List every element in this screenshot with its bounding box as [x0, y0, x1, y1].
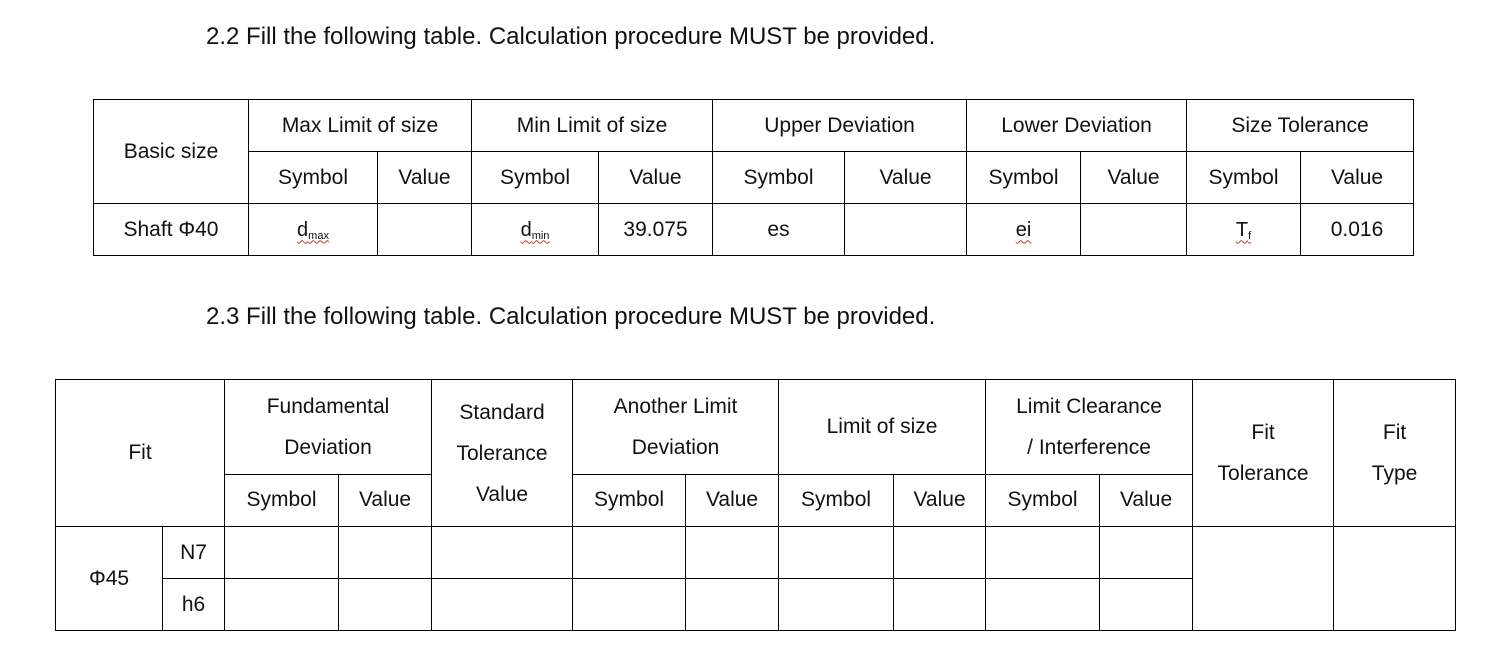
symbol-header: Symbol: [1187, 152, 1301, 204]
table-cell[interactable]: [432, 527, 573, 579]
lower-deviation-header: Lower Deviation: [967, 100, 1187, 152]
value-header: Value: [1301, 152, 1414, 204]
fit-size-cell: Φ45: [56, 527, 163, 631]
upper-symbol-cell: es: [713, 204, 845, 256]
min-symbol-cell: [472, 204, 599, 256]
basic-size-header: Basic size: [94, 100, 249, 204]
table-cell[interactable]: [339, 579, 432, 631]
symbol-header: Symbol: [225, 474, 339, 526]
table-cell[interactable]: [779, 579, 894, 631]
value-header: Value: [1081, 152, 1187, 204]
upper-deviation-header: Upper Deviation: [713, 100, 967, 152]
table-2-3: [55, 379, 1456, 631]
fit-type-header: Fit Type: [1334, 380, 1456, 527]
dmax-symbol: $d_{max}$: [297, 218, 329, 242]
symbol-header: Symbol: [779, 474, 894, 526]
max-symbol-cell: [249, 204, 378, 256]
table-cell[interactable]: [1100, 527, 1193, 579]
table-cell[interactable]: [1100, 579, 1193, 631]
table-cell[interactable]: [339, 527, 432, 579]
shaft-grade-cell: h6: [163, 579, 225, 631]
value-header: Value: [1100, 474, 1193, 526]
hole-grade-cell: N7: [163, 527, 225, 579]
table-cell[interactable]: [573, 527, 686, 579]
symbol-header: Symbol: [249, 152, 378, 204]
fundamental-deviation-header: Fundamental Deviation: [225, 380, 432, 475]
tf-symbol: $T_f$: [1235, 218, 1252, 242]
ei-symbol: ei: [1015, 218, 1032, 241]
table-2-2: [93, 99, 1414, 256]
value-header: Value: [599, 152, 713, 204]
value-header: Value: [894, 474, 986, 526]
basic-size-cell: Shaft Φ40: [94, 204, 249, 256]
table-cell[interactable]: [894, 527, 986, 579]
symbol-header: Symbol: [986, 474, 1100, 526]
value-header: Value: [378, 152, 472, 204]
symbol-header: Symbol: [573, 474, 686, 526]
table-cell[interactable]: [432, 579, 573, 631]
table-cell[interactable]: [686, 527, 779, 579]
table-cell[interactable]: [986, 527, 1100, 579]
symbol-header: Symbol: [713, 152, 845, 204]
table-cell[interactable]: [573, 579, 686, 631]
table-cell[interactable]: [225, 579, 339, 631]
lower-value-cell[interactable]: [1081, 204, 1187, 256]
lower-symbol-cell: [967, 204, 1081, 256]
limit-of-size-header: Limit of size: [779, 380, 986, 475]
fit-tolerance-header: Fit Tolerance: [1193, 380, 1334, 527]
section-2-2-heading: 2.2 Fill the following table. Calculation procedure MUST be provided.: [206, 23, 936, 50]
symbol-header: Symbol: [472, 152, 599, 204]
max-value-cell[interactable]: [378, 204, 472, 256]
fit-header: Fit: [56, 380, 225, 527]
limit-clearance-header: Limit Clearance / Interference: [986, 380, 1193, 475]
value-header: Value: [686, 474, 779, 526]
symbol-header: Symbol: [967, 152, 1081, 204]
dmin-symbol: $d_{min}$: [520, 218, 550, 242]
table-cell[interactable]: [986, 579, 1100, 631]
standard-tolerance-header: Standard Tolerance Value: [432, 380, 573, 527]
upper-value-cell[interactable]: [845, 204, 967, 256]
table-cell[interactable]: [894, 579, 986, 631]
size-tolerance-header: Size Tolerance: [1187, 100, 1414, 152]
tol-symbol-cell: [1187, 204, 1301, 256]
tol-value-cell[interactable]: 0.016: [1301, 204, 1414, 256]
table-cell[interactable]: [225, 527, 339, 579]
section-2-3-heading: 2.3 Fill the following table. Calculation procedure MUST be provided.: [206, 303, 936, 330]
min-value-cell[interactable]: 39.075: [599, 204, 713, 256]
fit-type-cell[interactable]: [1334, 527, 1456, 631]
fit-tolerance-cell[interactable]: [1193, 527, 1334, 631]
table-cell[interactable]: [779, 527, 894, 579]
table-cell[interactable]: [686, 579, 779, 631]
value-header: Value: [845, 152, 967, 204]
value-header: Value: [339, 474, 432, 526]
another-limit-deviation-header: Another Limit Deviation: [573, 380, 779, 475]
max-limit-header: Max Limit of size: [249, 100, 472, 152]
min-limit-header: Min Limit of size: [472, 100, 713, 152]
